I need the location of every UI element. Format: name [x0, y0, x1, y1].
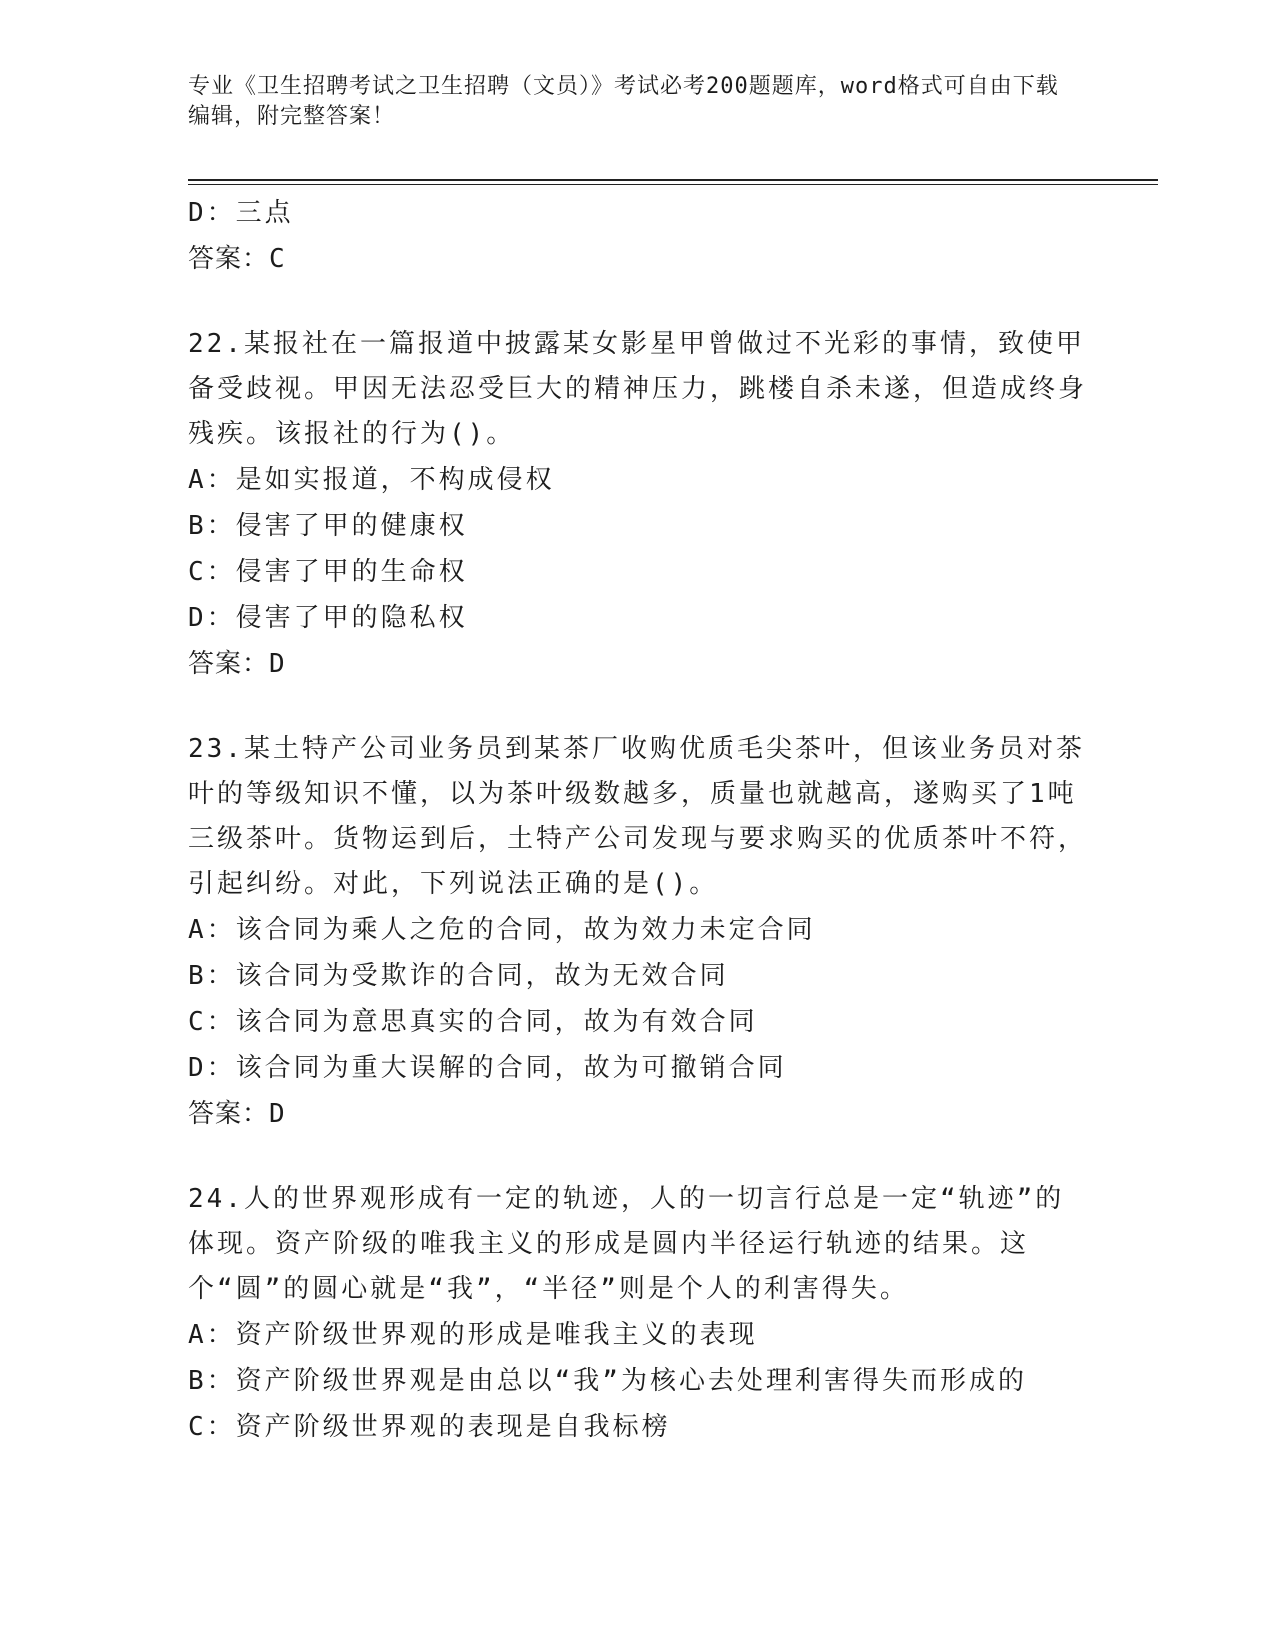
option-c: C：该合同为意思真实的合同，故为有效合同 [188, 1007, 758, 1037]
previous-question-tail [188, 190, 1088, 282]
question-23 [188, 727, 1088, 1137]
question-24 [188, 1177, 1088, 1450]
question-content [188, 190, 1088, 1450]
option-c: C：资产阶级世界观的表现是自我标榜 [188, 1412, 671, 1442]
option-d: D：该合同为重大误解的合同，故为可撤销合同 [188, 1053, 787, 1083]
option-c: C：侵害了甲的生命权 [188, 557, 468, 587]
option-b: B：该合同为受欺诈的合同，故为无效合同 [188, 961, 729, 991]
header-rule-thick [188, 179, 1158, 181]
option-a: A：该合同为乘人之危的合同，故为效力未定合同 [188, 915, 816, 945]
question-stem: 22.某报社在一篇报道中披露某女影星甲曾做过不光彩的事情，致使甲备受歧视。甲因无法忍受巨大的精神压力，跳楼自杀未遂，但造成终身残疾。该报社的行为()。 [188, 329, 1088, 449]
answer-line: 答案：D [188, 649, 286, 679]
option-a: A：资产阶级世界观的形成是唯我主义的表现 [188, 1320, 758, 1350]
option-d: D：三点 [188, 198, 294, 228]
option-b: B：资产阶级世界观是由总以“我”为核心去处理利害得失而形成的 [188, 1366, 1027, 1396]
question-stem: 23.某土特产公司业务员到某茶厂收购优质毛尖茶叶，但该业务员对茶叶的等级知识不懂，以为茶叶级数越多，质量也就越高，遂购买了1吨三级茶叶。货物运到后，土特产公司发现与要求购买的优质茶叶不符，引起纠纷。对此，下列说法正确的是()。 [188, 734, 1088, 899]
document-header: 专业《卫生招聘考试之卫生招聘（文员）》考试必考200题题库，word格式可自由下载编辑，附完整答案！ [188, 74, 1059, 129]
option-b: B：侵害了甲的健康权 [188, 511, 468, 541]
answer-line: 答案：D [188, 1099, 286, 1129]
question-stem: 24.人的世界观形成有一定的轨迹，人的一切言行总是一定“轨迹”的体现。资产阶级的唯我主义的形成是圆内半径运行轨迹的结果。这个“圆”的圆心就是“我”，“半径”则是个人的利害得失。 [188, 1184, 1065, 1304]
option-a: A：是如实报道，不构成侵权 [188, 465, 555, 495]
question-22 [188, 322, 1088, 687]
answer-line: 答案：C [188, 244, 286, 274]
header-rule-thin [188, 184, 1158, 185]
option-d: D：侵害了甲的隐私权 [188, 603, 468, 633]
